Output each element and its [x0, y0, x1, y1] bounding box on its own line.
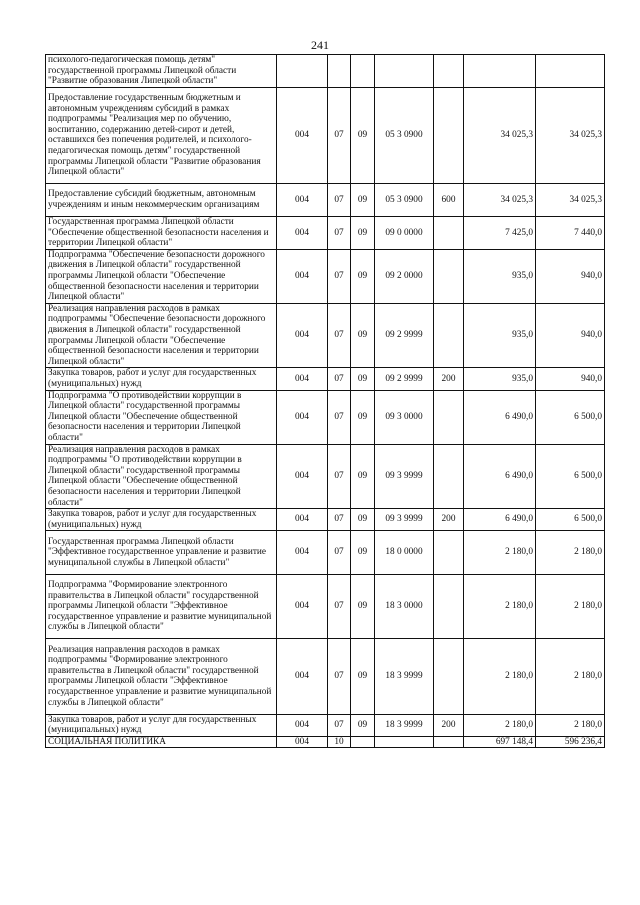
row-sum-2015-cell: 34 025,3 — [464, 184, 536, 217]
row-sum-2015-cell: 2 180,0 — [464, 531, 536, 574]
row-target-article-cell: 09 2 9999 — [375, 368, 434, 390]
row-subsection-cell — [351, 55, 375, 88]
row-expense-type-cell — [434, 390, 464, 444]
row-section-cell: 07 — [328, 368, 351, 390]
table-row — [46, 303, 605, 368]
row-sum-2015-cell: 697 148,4 — [464, 736, 536, 748]
row-ved-cell: 004 — [277, 249, 328, 303]
row-section-cell: 07 — [328, 249, 351, 303]
row-section-cell — [328, 55, 351, 88]
row-section-cell: 07 — [328, 714, 351, 736]
row-subsection-cell: 09 — [351, 531, 375, 574]
row-sum-2015-cell: 6 490,0 — [464, 444, 536, 509]
row-subsection-cell: 09 — [351, 303, 375, 368]
table-row — [46, 444, 605, 509]
row-expense-type-cell — [434, 531, 464, 574]
row-name-cell: Подпрограмма "О противодействии коррупции в Липецкой области" государственной программы Липецкой области "Обеспечение общественной безопасности населения и территории Липецкой области" — [46, 390, 277, 444]
row-section-cell: 07 — [328, 87, 351, 183]
row-expense-type-cell: 200 — [434, 714, 464, 736]
row-subsection-cell: 09 — [351, 249, 375, 303]
row-ved-cell: 004 — [277, 216, 328, 249]
row-ved-cell: 004 — [277, 574, 328, 639]
row-subsection-cell: 09 — [351, 390, 375, 444]
table-row — [46, 736, 605, 748]
row-ved-cell: 004 — [277, 390, 328, 444]
row-name-cell: Закупка товаров, работ и услуг для государственных (муниципальных) нужд — [46, 368, 277, 390]
row-section-cell: 07 — [328, 216, 351, 249]
table-row — [46, 87, 605, 183]
row-target-article-cell: 18 3 9999 — [375, 639, 434, 714]
row-section-cell: 07 — [328, 390, 351, 444]
row-sum-2015-cell: 935,0 — [464, 249, 536, 303]
table-row — [46, 368, 605, 390]
row-name-cell: Реализация направления расходов в рамках подпрограммы "Обеспечение безопасности дорожного движения в Липецкой области" государственной программы Липецкой области "Обеспечение общественной безопасности населения и территории Липецкой области" — [46, 303, 277, 368]
row-name-cell: Закупка товаров, работ и услуг для государственных (муниципальных) нужд — [46, 714, 277, 736]
row-ved-cell — [277, 55, 328, 88]
row-name-cell: Реализация направления расходов в рамках подпрограммы "О противодействии коррупции в Липецкой области" государственной программы Липецкой области "Обеспечение общественной безопасности населения и территории Липецкой области" — [46, 444, 277, 509]
row-target-article-cell — [375, 55, 434, 88]
row-ved-cell: 004 — [277, 509, 328, 531]
row-sum-2016-cell: 940,0 — [536, 303, 605, 368]
row-subsection-cell: 09 — [351, 216, 375, 249]
row-name-cell: Подпрограмма "Обеспечение безопасности дорожного движения в Липецкой области" государственной программы Липецкой области "Обеспечение общественной безопасности населения и территории Липецкой области" — [46, 249, 277, 303]
row-target-article-cell: 09 3 0000 — [375, 390, 434, 444]
table-row — [46, 249, 605, 303]
row-expense-type-cell: 600 — [434, 184, 464, 217]
row-expense-type-cell: 200 — [434, 509, 464, 531]
row-section-cell: 07 — [328, 639, 351, 714]
row-section-cell: 07 — [328, 184, 351, 217]
row-target-article-cell: 09 2 0000 — [375, 249, 434, 303]
table-row — [46, 639, 605, 714]
row-sum-2015-cell: 935,0 — [464, 368, 536, 390]
row-ved-cell: 004 — [277, 639, 328, 714]
row-sum-2016-cell: 6 500,0 — [536, 509, 605, 531]
row-sum-2016-cell: 2 180,0 — [536, 531, 605, 574]
row-target-article-cell: 09 0 0000 — [375, 216, 434, 249]
row-subsection-cell: 09 — [351, 87, 375, 183]
row-ved-cell: 004 — [277, 444, 328, 509]
row-sum-2016-cell: 2 180,0 — [536, 574, 605, 639]
table-body — [46, 55, 605, 748]
row-target-article-cell: 09 3 9999 — [375, 444, 434, 509]
row-subsection-cell: 09 — [351, 184, 375, 217]
row-ved-cell: 004 — [277, 87, 328, 183]
row-name-cell: Государственная программа Липецкой области "Эффективное государственное управление и развитие муниципальной службы в Липецкой области" — [46, 531, 277, 574]
row-expense-type-cell: 200 — [434, 368, 464, 390]
row-sum-2015-cell: 935,0 — [464, 303, 536, 368]
row-sum-2016-cell: 34 025,3 — [536, 87, 605, 183]
row-subsection-cell: 09 — [351, 714, 375, 736]
row-name-cell: Предоставление субсидий бюджетным, автономным учреждениям и иным некоммерческим организациям — [46, 184, 277, 217]
table-row — [46, 184, 605, 217]
row-sum-2016-cell: 2 180,0 — [536, 714, 605, 736]
row-name-cell: Реализация направления расходов в рамках подпрограммы "Формирование электронного правительства в Липецкой области" государственной программы Липецкой области "Эффективное государственное управление и развитие муниципальной службы в Липецкой области" — [46, 639, 277, 714]
row-sum-2016-cell: 7 440,0 — [536, 216, 605, 249]
row-subsection-cell — [351, 736, 375, 748]
row-expense-type-cell — [434, 736, 464, 748]
row-section-cell: 07 — [328, 509, 351, 531]
row-sum-2015-cell — [464, 55, 536, 88]
row-sum-2016-cell: 940,0 — [536, 249, 605, 303]
row-expense-type-cell — [434, 639, 464, 714]
row-sum-2016-cell: 596 236,4 — [536, 736, 605, 748]
row-sum-2015-cell: 6 490,0 — [464, 509, 536, 531]
row-section-cell: 07 — [328, 574, 351, 639]
row-expense-type-cell — [434, 574, 464, 639]
row-name-cell: Закупка товаров, работ и услуг для государственных (муниципальных) нужд — [46, 509, 277, 531]
table-row — [46, 55, 605, 88]
row-subsection-cell: 09 — [351, 509, 375, 531]
row-target-article-cell: 09 3 9999 — [375, 509, 434, 531]
table-row — [46, 714, 605, 736]
row-section-cell: 07 — [328, 531, 351, 574]
row-target-article-cell: 18 3 0000 — [375, 574, 434, 639]
row-name-cell: Государственная программа Липецкой области "Обеспечение общественной безопасности населения и территории Липецкой области" — [46, 216, 277, 249]
row-name-cell: СОЦИАЛЬНАЯ ПОЛИТИКА — [46, 736, 277, 748]
table-row — [46, 216, 605, 249]
row-subsection-cell: 09 — [351, 368, 375, 390]
table-row — [46, 531, 605, 574]
row-target-article-cell: 05 3 0900 — [375, 87, 434, 183]
budget-table — [45, 54, 605, 748]
row-sum-2015-cell: 2 180,0 — [464, 639, 536, 714]
row-sum-2015-cell: 7 425,0 — [464, 216, 536, 249]
row-expense-type-cell — [434, 249, 464, 303]
row-sum-2015-cell: 34 025,3 — [464, 87, 536, 183]
row-ved-cell: 004 — [277, 531, 328, 574]
row-expense-type-cell — [434, 87, 464, 183]
row-sum-2016-cell — [536, 55, 605, 88]
row-ved-cell: 004 — [277, 303, 328, 368]
table-row — [46, 574, 605, 639]
row-ved-cell: 004 — [277, 714, 328, 736]
row-target-article-cell: 18 3 9999 — [375, 714, 434, 736]
row-target-article-cell: 05 3 0900 — [375, 184, 434, 217]
row-sum-2016-cell: 34 025,3 — [536, 184, 605, 217]
row-sum-2016-cell: 2 180,0 — [536, 639, 605, 714]
row-ved-cell: 004 — [277, 368, 328, 390]
row-section-cell: 10 — [328, 736, 351, 748]
row-ved-cell: 004 — [277, 184, 328, 217]
row-sum-2016-cell: 940,0 — [536, 368, 605, 390]
row-target-article-cell — [375, 736, 434, 748]
row-target-article-cell: 18 0 0000 — [375, 531, 434, 574]
row-expense-type-cell — [434, 444, 464, 509]
table-row — [46, 509, 605, 531]
row-subsection-cell: 09 — [351, 639, 375, 714]
row-sum-2015-cell: 2 180,0 — [464, 574, 536, 639]
row-name-cell: Предоставление государственным бюджетным и автономным учреждениям субсидий в рамках подпрограммы "Реализация мер по обучению, воспитанию, содержанию детей-сирот и детей, оставшихся без попечения родителей, и психолого-педагогическая помощь детям" государственной программы Липецкой области "Развитие образования Липецкой области" — [46, 87, 277, 183]
page-number: 241 — [311, 38, 329, 52]
row-subsection-cell: 09 — [351, 444, 375, 509]
row-target-article-cell: 09 2 9999 — [375, 303, 434, 368]
row-section-cell: 07 — [328, 303, 351, 368]
table-row — [46, 390, 605, 444]
row-expense-type-cell — [434, 216, 464, 249]
row-expense-type-cell — [434, 55, 464, 88]
row-section-cell: 07 — [328, 444, 351, 509]
row-sum-2015-cell: 6 490,0 — [464, 390, 536, 444]
row-sum-2015-cell: 2 180,0 — [464, 714, 536, 736]
row-sum-2016-cell: 6 500,0 — [536, 444, 605, 509]
row-expense-type-cell — [434, 303, 464, 368]
row-name-cell: Подпрограмма "Формирование электронного правительства в Липецкой области" государственной программы Липецкой области "Эффективное государственное управление и развитие муниципальной службы в Липецкой области" — [46, 574, 277, 639]
row-sum-2016-cell: 6 500,0 — [536, 390, 605, 444]
row-name-cell: психолого-педагогическая помощь детям" государственной программы Липецкой области "Развитие образования Липецкой области" — [46, 55, 277, 88]
row-ved-cell: 004 — [277, 736, 328, 748]
row-subsection-cell: 09 — [351, 574, 375, 639]
